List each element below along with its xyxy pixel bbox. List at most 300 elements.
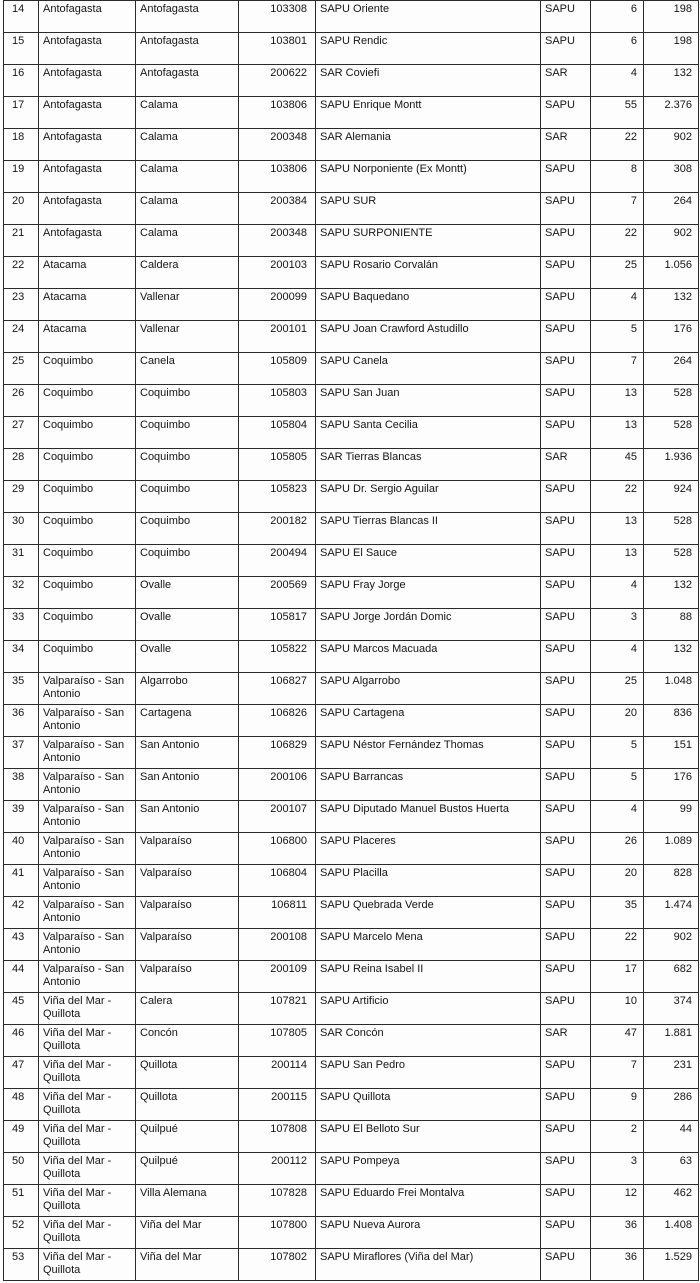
type-cell: SAPU bbox=[541, 289, 591, 321]
row-number: 41 bbox=[4, 865, 39, 897]
total-cell: 264 bbox=[644, 353, 699, 385]
table-row bbox=[4, 513, 699, 545]
establishment-cell: SAPU Placeres bbox=[316, 833, 541, 865]
row-number: 42 bbox=[4, 897, 39, 929]
comuna-cell: Coquimbo bbox=[136, 545, 239, 577]
establishment-cell: SAPU Quebrada Verde bbox=[316, 897, 541, 929]
table-row bbox=[4, 321, 699, 353]
code-cell: 200384 bbox=[239, 193, 316, 225]
quantity-cell: 20 bbox=[591, 865, 644, 897]
code-cell: 200348 bbox=[239, 129, 316, 161]
code-cell: 106826 bbox=[239, 705, 316, 737]
table-row bbox=[4, 1, 699, 33]
type-cell: SAPU bbox=[541, 513, 591, 545]
quantity-cell: 5 bbox=[591, 769, 644, 801]
type-cell: SAPU bbox=[541, 1249, 591, 1281]
quantity-cell: 25 bbox=[591, 257, 644, 289]
region-cell: Antofagasta bbox=[39, 225, 136, 257]
type-cell: SAR bbox=[541, 1025, 591, 1057]
code-cell: 200106 bbox=[239, 769, 316, 801]
quantity-cell: 22 bbox=[591, 129, 644, 161]
establishment-cell: SAPU Tierras Blancas II bbox=[316, 513, 541, 545]
establishment-cell: SAPU Placilla bbox=[316, 865, 541, 897]
row-number: 51 bbox=[4, 1185, 39, 1217]
comuna-cell: Calama bbox=[136, 129, 239, 161]
row-number: 53 bbox=[4, 1249, 39, 1281]
establishment-cell: SAPU Baquedano bbox=[316, 289, 541, 321]
row-number: 46 bbox=[4, 1025, 39, 1057]
comuna-cell: Calama bbox=[136, 97, 239, 129]
quantity-cell: 55 bbox=[591, 97, 644, 129]
table-row bbox=[4, 1025, 699, 1057]
establishment-cell: SAPU Enrique Montt bbox=[316, 97, 541, 129]
table-row bbox=[4, 1185, 699, 1217]
region-cell: Viña del Mar - Quillota bbox=[39, 993, 136, 1025]
total-cell: 44 bbox=[644, 1121, 699, 1153]
comuna-cell: Quilpué bbox=[136, 1153, 239, 1185]
establishment-cell: SAPU San Pedro bbox=[316, 1057, 541, 1089]
total-cell: 132 bbox=[644, 641, 699, 673]
total-cell: 902 bbox=[644, 129, 699, 161]
row-number: 36 bbox=[4, 705, 39, 737]
table-row bbox=[4, 1217, 699, 1249]
type-cell: SAPU bbox=[541, 385, 591, 417]
comuna-cell: Antofagasta bbox=[136, 33, 239, 65]
quantity-cell: 22 bbox=[591, 225, 644, 257]
row-number: 16 bbox=[4, 65, 39, 97]
code-cell: 200109 bbox=[239, 961, 316, 993]
establishment-cell: SAPU Marcos Macuada bbox=[316, 641, 541, 673]
table-row bbox=[4, 961, 699, 993]
establishment-cell: SAR Coviefi bbox=[316, 65, 541, 97]
total-cell: 924 bbox=[644, 481, 699, 513]
total-cell: 528 bbox=[644, 513, 699, 545]
region-cell: Atacama bbox=[39, 321, 136, 353]
table-row bbox=[4, 993, 699, 1025]
total-cell: 176 bbox=[644, 769, 699, 801]
code-cell: 106800 bbox=[239, 833, 316, 865]
comuna-cell: Calama bbox=[136, 161, 239, 193]
type-cell: SAPU bbox=[541, 481, 591, 513]
region-cell: Antofagasta bbox=[39, 97, 136, 129]
quantity-cell: 5 bbox=[591, 737, 644, 769]
region-cell: Antofagasta bbox=[39, 65, 136, 97]
total-cell: 682 bbox=[644, 961, 699, 993]
total-cell: 132 bbox=[644, 289, 699, 321]
region-cell: Coquimbo bbox=[39, 481, 136, 513]
row-number: 18 bbox=[4, 129, 39, 161]
table-row bbox=[4, 1153, 699, 1185]
code-cell: 105817 bbox=[239, 609, 316, 641]
establishment-cell: SAPU Santa Cecilia bbox=[316, 417, 541, 449]
region-cell: Atacama bbox=[39, 289, 136, 321]
code-cell: 200348 bbox=[239, 225, 316, 257]
total-cell: 1.056 bbox=[644, 257, 699, 289]
comuna-cell: Cartagena bbox=[136, 705, 239, 737]
type-cell: SAPU bbox=[541, 993, 591, 1025]
type-cell: SAPU bbox=[541, 897, 591, 929]
code-cell: 105803 bbox=[239, 385, 316, 417]
total-cell: 1.408 bbox=[644, 1217, 699, 1249]
table-row bbox=[4, 481, 699, 513]
code-cell: 200622 bbox=[239, 65, 316, 97]
type-cell: SAPU bbox=[541, 769, 591, 801]
quantity-cell: 4 bbox=[591, 289, 644, 321]
establishment-cell: SAPU Canela bbox=[316, 353, 541, 385]
quantity-cell: 4 bbox=[591, 65, 644, 97]
code-cell: 106811 bbox=[239, 897, 316, 929]
region-cell: Viña del Mar - Quillota bbox=[39, 1153, 136, 1185]
code-cell: 200107 bbox=[239, 801, 316, 833]
comuna-cell: Ovalle bbox=[136, 609, 239, 641]
type-cell: SAPU bbox=[541, 97, 591, 129]
row-number: 24 bbox=[4, 321, 39, 353]
quantity-cell: 4 bbox=[591, 641, 644, 673]
code-cell: 103806 bbox=[239, 161, 316, 193]
type-cell: SAPU bbox=[541, 225, 591, 257]
table-row bbox=[4, 769, 699, 801]
code-cell: 200569 bbox=[239, 577, 316, 609]
region-cell: Valparaíso - San Antonio bbox=[39, 801, 136, 833]
establishment-cell: SAPU El Sauce bbox=[316, 545, 541, 577]
table-row bbox=[4, 289, 699, 321]
table-row bbox=[4, 673, 699, 705]
code-cell: 105805 bbox=[239, 449, 316, 481]
region-cell: Valparaíso - San Antonio bbox=[39, 705, 136, 737]
total-cell: 528 bbox=[644, 417, 699, 449]
quantity-cell: 13 bbox=[591, 513, 644, 545]
table-row bbox=[4, 225, 699, 257]
comuna-cell: Coquimbo bbox=[136, 385, 239, 417]
table-row bbox=[4, 385, 699, 417]
code-cell: 200114 bbox=[239, 1057, 316, 1089]
region-cell: Coquimbo bbox=[39, 577, 136, 609]
comuna-cell: Valparaíso bbox=[136, 929, 239, 961]
establishment-cell: SAPU Rendic bbox=[316, 33, 541, 65]
establishment-cell: SAR Concón bbox=[316, 1025, 541, 1057]
total-cell: 1.936 bbox=[644, 449, 699, 481]
region-cell: Viña del Mar - Quillota bbox=[39, 1089, 136, 1121]
establishment-cell: SAPU El Belloto Sur bbox=[316, 1121, 541, 1153]
type-cell: SAPU bbox=[541, 161, 591, 193]
table-row bbox=[4, 353, 699, 385]
table-row bbox=[4, 33, 699, 65]
quantity-cell: 7 bbox=[591, 353, 644, 385]
total-cell: 308 bbox=[644, 161, 699, 193]
region-cell: Viña del Mar - Quillota bbox=[39, 1025, 136, 1057]
type-cell: SAPU bbox=[541, 1217, 591, 1249]
establishment-cell: SAPU Miraflores (Viña del Mar) bbox=[316, 1249, 541, 1281]
total-cell: 374 bbox=[644, 993, 699, 1025]
total-cell: 1.529 bbox=[644, 1249, 699, 1281]
quantity-cell: 3 bbox=[591, 609, 644, 641]
establishment-cell: SAPU Barrancas bbox=[316, 769, 541, 801]
comuna-cell: Calama bbox=[136, 193, 239, 225]
comuna-cell: Villa Alemana bbox=[136, 1185, 239, 1217]
type-cell: SAPU bbox=[541, 1089, 591, 1121]
quantity-cell: 20 bbox=[591, 705, 644, 737]
establishment-cell: SAPU Fray Jorge bbox=[316, 577, 541, 609]
total-cell: 99 bbox=[644, 801, 699, 833]
region-cell: Valparaíso - San Antonio bbox=[39, 929, 136, 961]
establishment-cell: SAPU Jorge Jordán Domic bbox=[316, 609, 541, 641]
region-cell: Atacama bbox=[39, 257, 136, 289]
code-cell: 200103 bbox=[239, 257, 316, 289]
quantity-cell: 2 bbox=[591, 1121, 644, 1153]
table-row bbox=[4, 577, 699, 609]
total-cell: 151 bbox=[644, 737, 699, 769]
establishment-cell: SAPU Dr. Sergio Aguilar bbox=[316, 481, 541, 513]
code-cell: 103806 bbox=[239, 97, 316, 129]
row-number: 27 bbox=[4, 417, 39, 449]
quantity-cell: 13 bbox=[591, 545, 644, 577]
type-cell: SAPU bbox=[541, 705, 591, 737]
type-cell: SAPU bbox=[541, 417, 591, 449]
code-cell: 200494 bbox=[239, 545, 316, 577]
code-cell: 105822 bbox=[239, 641, 316, 673]
comuna-cell: San Antonio bbox=[136, 737, 239, 769]
comuna-cell: Coquimbo bbox=[136, 449, 239, 481]
region-cell: Coquimbo bbox=[39, 513, 136, 545]
quantity-cell: 7 bbox=[591, 1057, 644, 1089]
type-cell: SAR bbox=[541, 65, 591, 97]
region-cell: Viña del Mar - Quillota bbox=[39, 1057, 136, 1089]
table-row bbox=[4, 897, 699, 929]
table-row bbox=[4, 161, 699, 193]
total-cell: 88 bbox=[644, 609, 699, 641]
type-cell: SAPU bbox=[541, 833, 591, 865]
total-cell: 231 bbox=[644, 1057, 699, 1089]
comuna-cell: Caldera bbox=[136, 257, 239, 289]
table-row bbox=[4, 737, 699, 769]
region-cell: Coquimbo bbox=[39, 449, 136, 481]
row-number: 45 bbox=[4, 993, 39, 1025]
row-number: 39 bbox=[4, 801, 39, 833]
quantity-cell: 35 bbox=[591, 897, 644, 929]
row-number: 22 bbox=[4, 257, 39, 289]
total-cell: 1.881 bbox=[644, 1025, 699, 1057]
code-cell: 107821 bbox=[239, 993, 316, 1025]
row-number: 23 bbox=[4, 289, 39, 321]
code-cell: 200099 bbox=[239, 289, 316, 321]
region-cell: Valparaíso - San Antonio bbox=[39, 737, 136, 769]
comuna-cell: Coquimbo bbox=[136, 481, 239, 513]
table-row bbox=[4, 1057, 699, 1089]
establishment-cell: SAPU Néstor Fernández Thomas bbox=[316, 737, 541, 769]
type-cell: SAPU bbox=[541, 577, 591, 609]
type-cell: SAPU bbox=[541, 353, 591, 385]
region-cell: Antofagasta bbox=[39, 161, 136, 193]
row-number: 49 bbox=[4, 1121, 39, 1153]
row-number: 25 bbox=[4, 353, 39, 385]
comuna-cell: Coquimbo bbox=[136, 417, 239, 449]
code-cell: 200112 bbox=[239, 1153, 316, 1185]
code-cell: 200101 bbox=[239, 321, 316, 353]
quantity-cell: 25 bbox=[591, 673, 644, 705]
region-cell: Antofagasta bbox=[39, 33, 136, 65]
code-cell: 103801 bbox=[239, 33, 316, 65]
total-cell: 132 bbox=[644, 577, 699, 609]
establishment-cell: SAPU Algarrobo bbox=[316, 673, 541, 705]
code-cell: 107802 bbox=[239, 1249, 316, 1281]
row-number: 30 bbox=[4, 513, 39, 545]
row-number: 34 bbox=[4, 641, 39, 673]
quantity-cell: 36 bbox=[591, 1249, 644, 1281]
code-cell: 103308 bbox=[239, 1, 316, 33]
establishment-cell: SAPU Pompeya bbox=[316, 1153, 541, 1185]
total-cell: 176 bbox=[644, 321, 699, 353]
quantity-cell: 22 bbox=[591, 929, 644, 961]
row-number: 28 bbox=[4, 449, 39, 481]
region-cell: Valparaíso - San Antonio bbox=[39, 961, 136, 993]
code-cell: 106804 bbox=[239, 865, 316, 897]
quantity-cell: 13 bbox=[591, 385, 644, 417]
type-cell: SAPU bbox=[541, 321, 591, 353]
code-cell: 200115 bbox=[239, 1089, 316, 1121]
quantity-cell: 45 bbox=[591, 449, 644, 481]
establishment-cell: SAPU Marcelo Mena bbox=[316, 929, 541, 961]
type-cell: SAR bbox=[541, 129, 591, 161]
total-cell: 1.474 bbox=[644, 897, 699, 929]
quantity-cell: 6 bbox=[591, 1, 644, 33]
table-row bbox=[4, 1249, 699, 1281]
total-cell: 264 bbox=[644, 193, 699, 225]
comuna-cell: Algarrobo bbox=[136, 673, 239, 705]
total-cell: 2.376 bbox=[644, 97, 699, 129]
total-cell: 902 bbox=[644, 225, 699, 257]
establishment-cell: SAPU Eduardo Frei Montalva bbox=[316, 1185, 541, 1217]
total-cell: 902 bbox=[644, 929, 699, 961]
type-cell: SAPU bbox=[541, 1121, 591, 1153]
code-cell: 105809 bbox=[239, 353, 316, 385]
code-cell: 200182 bbox=[239, 513, 316, 545]
row-number: 21 bbox=[4, 225, 39, 257]
row-number: 35 bbox=[4, 673, 39, 705]
quantity-cell: 47 bbox=[591, 1025, 644, 1057]
region-cell: Valparaíso - San Antonio bbox=[39, 865, 136, 897]
quantity-cell: 4 bbox=[591, 577, 644, 609]
type-cell: SAPU bbox=[541, 673, 591, 705]
row-number: 29 bbox=[4, 481, 39, 513]
region-cell: Valparaíso - San Antonio bbox=[39, 897, 136, 929]
type-cell: SAPU bbox=[541, 609, 591, 641]
quantity-cell: 26 bbox=[591, 833, 644, 865]
establishment-cell: SAPU Quillota bbox=[316, 1089, 541, 1121]
table-row bbox=[4, 1121, 699, 1153]
table-row bbox=[4, 705, 699, 737]
table-row bbox=[4, 545, 699, 577]
quantity-cell: 3 bbox=[591, 1153, 644, 1185]
quantity-cell: 6 bbox=[591, 33, 644, 65]
establishment-cell: SAPU Oriente bbox=[316, 1, 541, 33]
establishment-cell: SAPU Norponiente (Ex Montt) bbox=[316, 161, 541, 193]
quantity-cell: 5 bbox=[591, 321, 644, 353]
quantity-cell: 13 bbox=[591, 417, 644, 449]
comuna-cell: Viña del Mar bbox=[136, 1217, 239, 1249]
row-number: 50 bbox=[4, 1153, 39, 1185]
table-row bbox=[4, 417, 699, 449]
type-cell: SAPU bbox=[541, 1153, 591, 1185]
row-number: 14 bbox=[4, 1, 39, 33]
type-cell: SAPU bbox=[541, 929, 591, 961]
table-row bbox=[4, 129, 699, 161]
comuna-cell: Valparaíso bbox=[136, 833, 239, 865]
total-cell: 132 bbox=[644, 65, 699, 97]
establishment-cell: SAPU Cartagena bbox=[316, 705, 541, 737]
code-cell: 105823 bbox=[239, 481, 316, 513]
table-row bbox=[4, 833, 699, 865]
comuna-cell: Concón bbox=[136, 1025, 239, 1057]
type-cell: SAR bbox=[541, 449, 591, 481]
type-cell: SAPU bbox=[541, 1, 591, 33]
region-cell: Viña del Mar - Quillota bbox=[39, 1121, 136, 1153]
total-cell: 528 bbox=[644, 385, 699, 417]
row-number: 44 bbox=[4, 961, 39, 993]
table-row bbox=[4, 929, 699, 961]
establishment-cell: SAPU Diputado Manuel Bustos Huerta bbox=[316, 801, 541, 833]
region-cell: Coquimbo bbox=[39, 353, 136, 385]
comuna-cell: San Antonio bbox=[136, 769, 239, 801]
region-cell: Antofagasta bbox=[39, 129, 136, 161]
region-cell: Coquimbo bbox=[39, 417, 136, 449]
row-number: 31 bbox=[4, 545, 39, 577]
quantity-cell: 22 bbox=[591, 481, 644, 513]
establishment-cell: SAPU Joan Crawford Astudillo bbox=[316, 321, 541, 353]
row-number: 19 bbox=[4, 161, 39, 193]
quantity-cell: 17 bbox=[591, 961, 644, 993]
code-cell: 107805 bbox=[239, 1025, 316, 1057]
row-number: 20 bbox=[4, 193, 39, 225]
type-cell: SAPU bbox=[541, 865, 591, 897]
type-cell: SAPU bbox=[541, 1057, 591, 1089]
total-cell: 198 bbox=[644, 1, 699, 33]
row-number: 33 bbox=[4, 609, 39, 641]
total-cell: 1.048 bbox=[644, 673, 699, 705]
quantity-cell: 36 bbox=[591, 1217, 644, 1249]
region-cell: Valparaíso - San Antonio bbox=[39, 833, 136, 865]
type-cell: SAPU bbox=[541, 1185, 591, 1217]
comuna-cell: Antofagasta bbox=[136, 1, 239, 33]
table-row bbox=[4, 449, 699, 481]
region-cell: Viña del Mar - Quillota bbox=[39, 1185, 136, 1217]
row-number: 26 bbox=[4, 385, 39, 417]
region-cell: Coquimbo bbox=[39, 641, 136, 673]
table-row bbox=[4, 865, 699, 897]
code-cell: 106827 bbox=[239, 673, 316, 705]
table-row bbox=[4, 1089, 699, 1121]
row-number: 47 bbox=[4, 1057, 39, 1089]
code-cell: 106829 bbox=[239, 737, 316, 769]
table-row bbox=[4, 257, 699, 289]
code-cell: 105804 bbox=[239, 417, 316, 449]
table-row bbox=[4, 65, 699, 97]
type-cell: SAPU bbox=[541, 801, 591, 833]
quantity-cell: 9 bbox=[591, 1089, 644, 1121]
type-cell: SAPU bbox=[541, 641, 591, 673]
total-cell: 286 bbox=[644, 1089, 699, 1121]
region-cell: Coquimbo bbox=[39, 545, 136, 577]
establishments-table bbox=[3, 0, 699, 1281]
row-number: 43 bbox=[4, 929, 39, 961]
comuna-cell: Antofagasta bbox=[136, 65, 239, 97]
total-cell: 198 bbox=[644, 33, 699, 65]
region-cell: Valparaíso - San Antonio bbox=[39, 769, 136, 801]
comuna-cell: Valparaíso bbox=[136, 961, 239, 993]
region-cell: Antofagasta bbox=[39, 1, 136, 33]
establishment-cell: SAPU Reina Isabel II bbox=[316, 961, 541, 993]
total-cell: 828 bbox=[644, 865, 699, 897]
table-body bbox=[4, 1, 699, 1281]
